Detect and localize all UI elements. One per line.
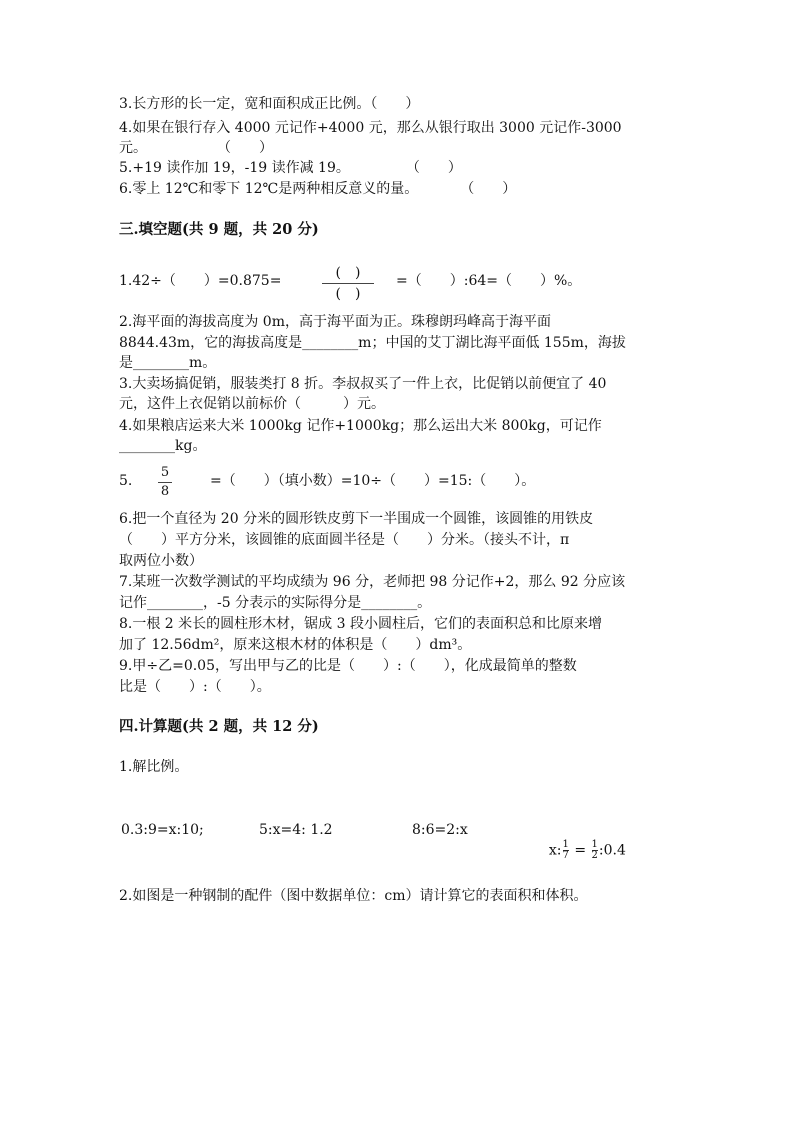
fill-q7-line1: 7.某班一次数学测试的平均成绩为 96 分，老师把 98 分记作+2，那么 92 分应该 <box>119 574 626 590</box>
fill-q7-line2: 记作________，-5 分表示的实际得分是________。 <box>119 595 432 611</box>
fill-q3-line1: 3.大卖场搞促销，服装类打 8 折。李叔叔买了一件上衣，比促销以前便宜了 40 <box>119 376 607 392</box>
fill-q3-line2: 元，这件上衣促销以前标价（ ）元。 <box>119 396 385 412</box>
fraction-denominator: 7 <box>562 850 569 861</box>
fill-q6-line1: 6.把一个直径为 20 分米的圆形铁皮剪下一半围成一个圆锥，该圆锥的用铁皮 <box>119 511 594 527</box>
fill-q8-line1: 8.一根 2 米长的圆柱形木材，锯成 3 段小圆柱后，它们的表面积总和比原来增 <box>119 616 602 632</box>
judge-q6: 6.零上 12℃和零下 12℃是两种相反意义的量。 （ ） <box>119 181 517 197</box>
fraction-numerator: 1 <box>562 839 569 850</box>
fraction-denominator: ( ) <box>335 286 361 302</box>
judge-q3: 3.长方形的长一定，宽和面积成正比例。（ ） <box>119 96 420 112</box>
judge-q5: 5.+19 读作加 19，-19 读作减 19。 （ ） <box>119 160 462 176</box>
equation-1: 0.3:9=x:10; <box>121 822 204 838</box>
fill-q2-line1: 2.海平面的海拔高度为 0m，高于海平面为正。珠穆朗玛峰高于海平面 <box>119 314 551 330</box>
fill-q9-line1: 9.甲÷乙=0.05，写出甲与乙的比是（ ）:（ ），化成最简单的整数 <box>119 658 577 674</box>
equation-4-equals: = <box>574 842 587 859</box>
fill-q1-left: 1.42÷（ ）=0.875= <box>119 273 282 289</box>
equation-4-prefix: x: <box>548 842 562 859</box>
fill-q1-right: =（ ）:64=（ ）%。 <box>396 273 582 289</box>
fraction-numerator: 5 <box>160 465 170 480</box>
fill-q5-fraction <box>158 465 172 500</box>
equation-4 <box>540 820 626 861</box>
calc-q2: 2.如图是一种钢制的配件（图中数据单位：cm）请计算它的表面积和体积。 <box>119 888 588 904</box>
fill-q8-line2: 加了 12.56dm²，原来这根木材的体积是（ ）dm³。 <box>119 637 472 653</box>
fill-q9-line2: 比是（ ）:（ ）。 <box>119 679 271 695</box>
fill-q5-number: 5. <box>119 473 133 489</box>
calc-q1: 1.解比例。 <box>119 759 189 775</box>
fill-q4-line1: 4.如果粮店运来大米 1000kg 记作+1000kg；那么运出大米 800kg，可记作 <box>119 418 602 434</box>
equation-3: 8:6=2:x <box>412 822 468 838</box>
fraction-denominator: 2 <box>591 850 598 861</box>
fill-q4-line2: ________kg。 <box>119 438 207 454</box>
equation-4-suffix: :0.4 <box>598 842 626 859</box>
judge-q4-line2: 元。 （ ） <box>119 140 273 156</box>
fill-q1-fraction <box>322 264 374 303</box>
equation-2: 5:x=4: 1.2 <box>259 822 333 838</box>
fraction-denominator: 8 <box>160 484 170 499</box>
fill-section-heading: 三.填空题(共 9 题，共 20 分) <box>119 221 319 238</box>
fraction-bar <box>158 482 172 483</box>
fraction-bar <box>322 283 374 284</box>
fill-q2-line3: 是________m。 <box>119 355 217 371</box>
fraction-numerator: ( ) <box>335 265 361 281</box>
fill-q2-line2: 8844.43m，它的海拔高度是________m；中国的艾丁湖比海平面低 155m，海拔 <box>119 335 626 351</box>
equation-4-fraction-1 <box>563 840 569 861</box>
fill-q6-line3: 取两位小数） <box>119 553 203 569</box>
fill-q6-line2: （ ）平方分米，该圆锥的底面圆半径是（ ）分米。（接头不计，π <box>119 532 570 548</box>
fraction-numerator: 1 <box>591 839 598 850</box>
equation-4-fraction-2 <box>592 840 598 861</box>
fill-q5-rest: =（ ）（填小数）=10÷（ ）=15:（ ）。 <box>210 473 536 489</box>
calc-section-heading: 四.计算题(共 2 题，共 12 分) <box>119 718 319 735</box>
judge-q4-line1: 4.如果在银行存入 4000 元记作+4000 元，那么从银行取出 3000 元记作-3000 <box>119 120 622 136</box>
